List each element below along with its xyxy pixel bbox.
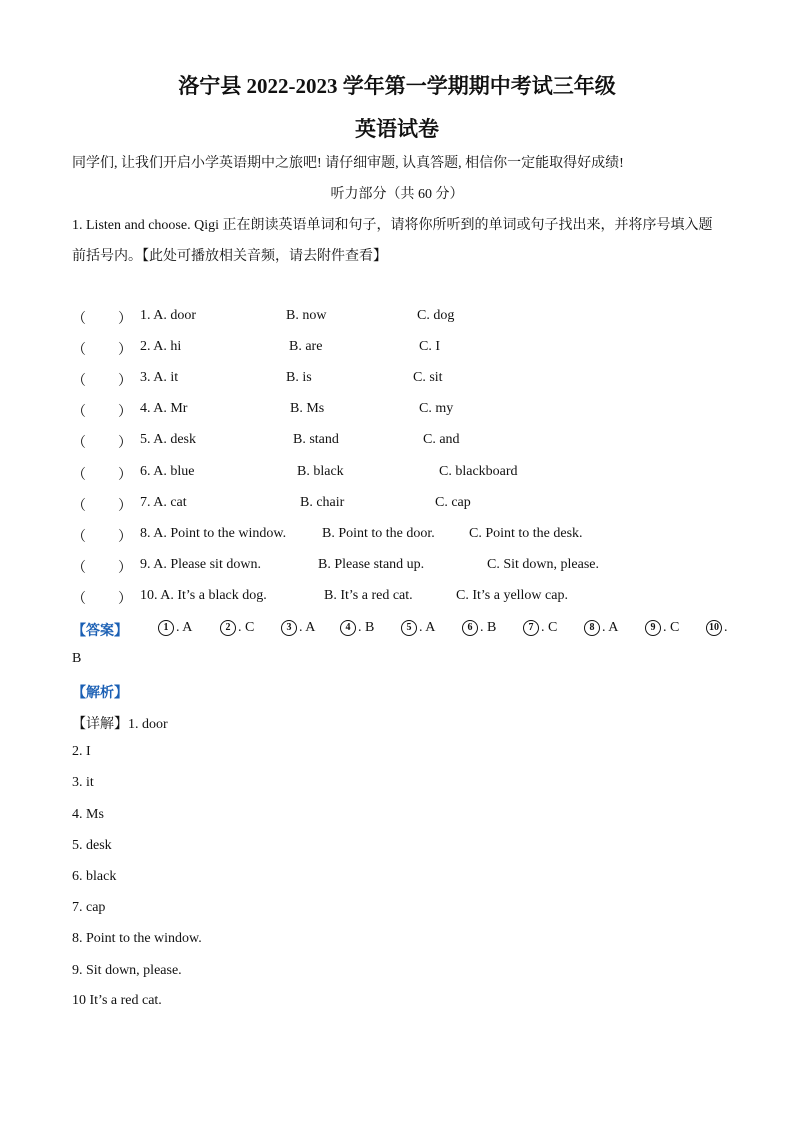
detail-item: 3. it (72, 775, 94, 790)
answer-value: . A (419, 620, 436, 636)
option-a: 2. A. hi (140, 339, 182, 354)
option-b: B. are (289, 339, 323, 354)
answer-value: . C (663, 620, 680, 636)
answer-bracket-close: ） (118, 561, 132, 576)
option-c: C. Sit down, please. (487, 557, 599, 572)
answer-bracket-open: （ (72, 561, 86, 576)
answer-bracket-open: （ (72, 343, 86, 358)
option-c: C. my (419, 401, 454, 416)
answer-label: 【答案】 (72, 624, 128, 639)
section-title: 听力部分（共 60 分） (330, 187, 464, 202)
answer-value: . C (238, 620, 255, 636)
option-a: 9. A. Please sit down. (140, 557, 261, 572)
answer-wrap: B (72, 651, 82, 666)
option-c: C. cap (435, 495, 471, 510)
option-b: B. chair (300, 495, 345, 510)
answer-bracket-close: ） (118, 592, 132, 607)
answer-value: . C (541, 620, 558, 636)
answer-number-circle: 9 (645, 620, 661, 636)
option-c: C. I (419, 339, 440, 354)
option-b: B. Ms (290, 401, 325, 416)
page-subtitle: 英语试卷 (355, 117, 439, 141)
answer-bracket-close: ） (118, 312, 132, 327)
answer-item (220, 620, 254, 636)
answer-bracket-close: ） (118, 530, 132, 545)
analysis-label: 【解析】 (72, 686, 128, 701)
answer-item (645, 620, 679, 636)
detail-item: 5. desk (72, 838, 112, 853)
option-b: B. Point to the door. (322, 526, 435, 541)
option-c: C. and (423, 432, 460, 447)
answer-number-circle: 1 (158, 620, 174, 636)
detail-item: 10 It’s a red cat. (72, 993, 162, 1008)
answer-number-circle: 5 (401, 620, 417, 636)
option-a: 1. A. door (140, 308, 196, 323)
answer-value: . A (602, 620, 619, 636)
question-row (72, 308, 772, 328)
detail-first-line (72, 713, 168, 733)
option-a: 8. A. Point to the window. (140, 526, 287, 541)
detail-item: 7. cap (72, 900, 106, 915)
answer-number-circle: 7 (523, 620, 539, 636)
detail-item: 1. door (128, 717, 168, 732)
option-c: C. dog (417, 308, 455, 323)
option-c: C. Point to the desk. (469, 526, 583, 541)
answer-bracket-open: （ (72, 468, 86, 483)
intro-text: 同学们, 让我们开启小学英语期中之旅吧! 请仔细审题, 认真答题, 相信你一定能取得好成绩! (72, 156, 624, 171)
detail-item: 9. Sit down, please. (72, 963, 182, 978)
option-a: 7. A. cat (140, 495, 187, 510)
option-b: B. It’s a red cat. (324, 588, 413, 603)
option-b: B. Please stand up. (318, 557, 425, 572)
answer-bracket-open: （ (72, 530, 86, 545)
question-row (72, 588, 772, 608)
option-a: 6. A. blue (140, 464, 195, 479)
answer-bracket-close: ） (118, 436, 132, 451)
answer-bracket-close: ） (118, 499, 132, 514)
detail-item: 2. I (72, 744, 91, 759)
answer-number-circle: 8 (584, 620, 600, 636)
option-b: B. stand (293, 432, 339, 447)
option-b: B. now (286, 308, 327, 323)
question-row (72, 401, 772, 421)
answer-bracket-open: （ (72, 499, 86, 514)
question-row (72, 432, 772, 452)
detail-item: 6. black (72, 869, 117, 884)
option-a: 4. A. Mr (140, 401, 188, 416)
question-row (72, 526, 772, 546)
answer-bracket-close: ） (118, 374, 132, 389)
answer-number-circle: 10 (706, 620, 722, 636)
answer-item (706, 620, 728, 636)
detail-item: 8. Point to the window. (72, 931, 202, 946)
answer-bracket-close: ） (118, 343, 132, 358)
answer-number-circle: 3 (281, 620, 297, 636)
answer-bracket-open: （ (72, 312, 86, 327)
answer-bracket-close: ） (118, 405, 132, 420)
answer-bracket-open: （ (72, 374, 86, 389)
option-a: 10. A. It’s a black dog. (140, 588, 267, 603)
answer-item (462, 620, 496, 636)
answer-item (401, 620, 435, 636)
question-row (72, 464, 772, 484)
answer-value: . A (299, 620, 316, 636)
answer-item (584, 620, 618, 636)
option-c: C. It’s a yellow cap. (456, 588, 568, 603)
answer-number-circle: 4 (340, 620, 356, 636)
instruction-line-2: 前括号内。【此处可播放相关音频，请去附件查看】 (72, 249, 387, 264)
answer-number-circle: 2 (220, 620, 236, 636)
detail-item: 4. Ms (72, 807, 104, 822)
question-row (72, 495, 772, 515)
answer-value: . B (480, 620, 497, 636)
detail-label: 【详解】 (72, 717, 128, 732)
question-row (72, 370, 772, 390)
option-b: B. black (297, 464, 344, 479)
option-a: 3. A. it (140, 370, 179, 385)
page-title: 洛宁县 2022-2023 学年第一学期期中考试三年级 (178, 74, 616, 98)
answer-value: . B (358, 620, 375, 636)
option-b: B. is (286, 370, 312, 385)
question-row (72, 339, 772, 359)
answer-item (340, 620, 374, 636)
answer-value: . (724, 620, 728, 636)
question-row (72, 557, 772, 577)
option-c: C. blackboard (439, 464, 518, 479)
answer-item (523, 620, 557, 636)
answer-row (72, 620, 732, 640)
answer-item (281, 620, 315, 636)
instruction-line-1: 1. Listen and choose. Qigi 正在朗读英语单词和句子，请将你所听到的单词或句子找出来，并将序号填入题 (72, 218, 713, 233)
answer-bracket-close: ） (118, 468, 132, 483)
answer-bracket-open: （ (72, 405, 86, 420)
answer-bracket-open: （ (72, 436, 86, 451)
answer-number-circle: 6 (462, 620, 478, 636)
option-a: 5. A. desk (140, 432, 196, 447)
answer-item (158, 620, 192, 636)
answer-bracket-open: （ (72, 592, 86, 607)
answer-value: . A (176, 620, 193, 636)
option-c: C. sit (413, 370, 443, 385)
